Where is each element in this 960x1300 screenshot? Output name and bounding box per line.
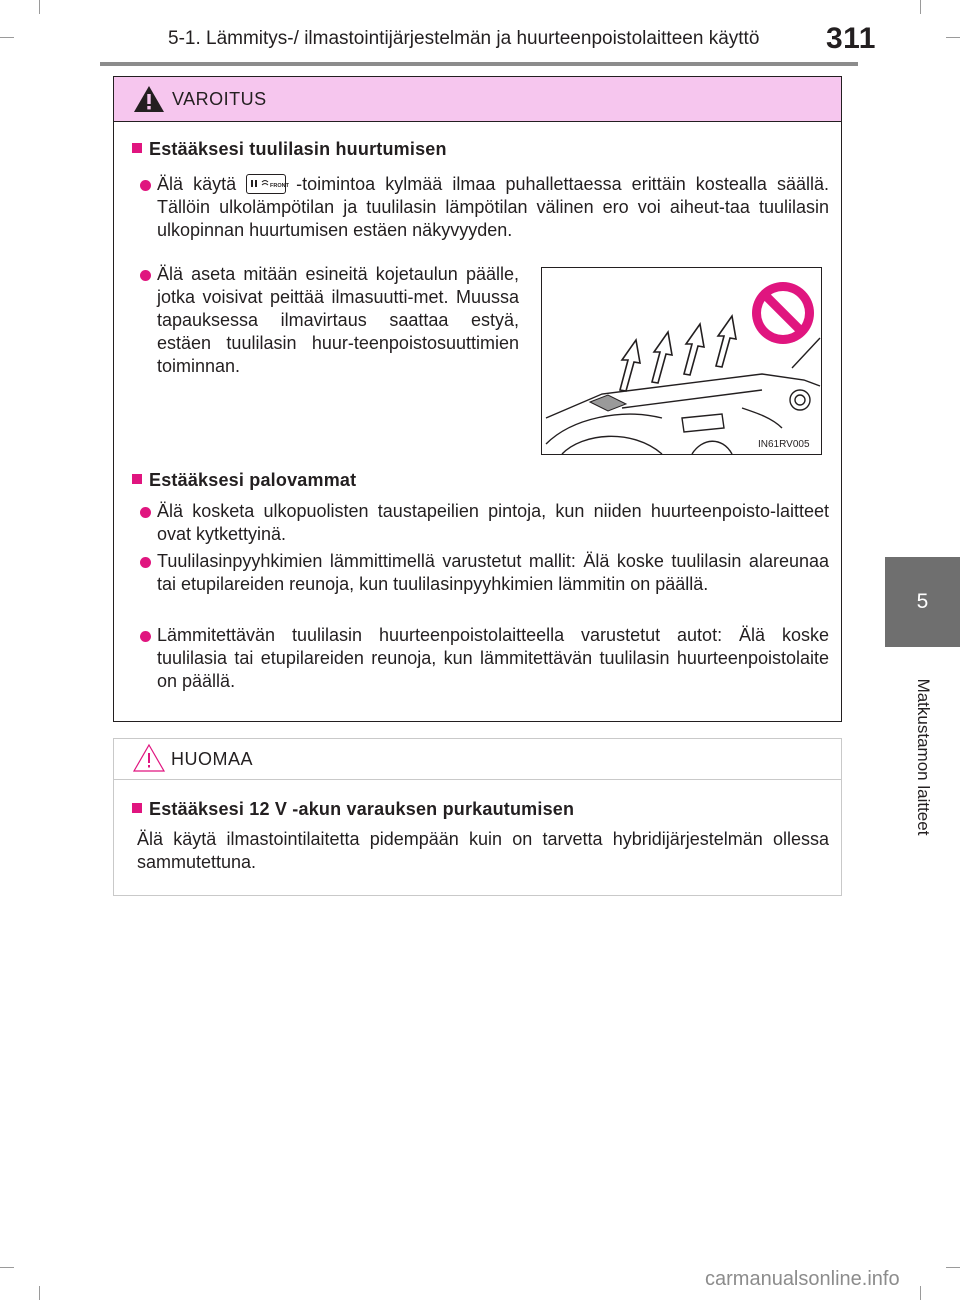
header-rule <box>100 62 858 66</box>
notice-box <box>113 738 842 896</box>
fog-bullet-1 <box>157 173 829 242</box>
crop-mark <box>920 1286 921 1300</box>
notice-section-title-text: Estääksesi 12 V -akun varauksen purkautumisen <box>149 799 575 819</box>
section-square-icon <box>132 474 142 484</box>
dashboard-lines <box>546 338 820 454</box>
caution-triangle-icon <box>132 743 166 773</box>
notice-section-title <box>132 799 574 820</box>
section-title-burns <box>132 470 356 491</box>
section-square-icon <box>132 143 142 153</box>
warning-triangle-icon <box>132 84 166 114</box>
dashboard-illustration <box>541 267 822 455</box>
page-number: 311 <box>826 22 876 55</box>
fog-bullet-1-before: Älä käytä <box>157 174 237 194</box>
crop-mark <box>39 0 40 14</box>
bullet-icon <box>140 180 151 191</box>
chapter-tab: 5 <box>885 557 960 647</box>
crop-mark <box>39 1286 40 1300</box>
crop-mark <box>920 0 921 14</box>
prohibited-icon <box>752 282 814 344</box>
notice-text: Älä käytä ilmastointilaitetta pidempään kuin on tarvetta hybridijärjestelmän ollessa sammutettuna. <box>137 829 829 872</box>
section-square-icon <box>132 803 142 813</box>
warning-box <box>113 76 842 722</box>
notice-heading: HUOMAA <box>171 749 254 769</box>
burns-bullet-2: Tuulilasinpyyhkimien lämmittimellä varustetut mallit: Älä koske tuulilasin alareunaa tai etupilareiden reunoja, kun tuulilasinpyyhkimien lämmitin on päällä. <box>157 551 829 594</box>
section-title-fog <box>132 139 447 160</box>
burns-bullet-3: Lämmitettävän tuulilasin huurteenpoistolaitteella varustetut autot: Älä koske tuulilasia tai etupilareiden reunoja, kun lämmitettävän tuulilasin huurteenpoistolaite on päällä. <box>157 625 829 691</box>
chapter-label <box>885 652 960 862</box>
crop-mark <box>946 1267 960 1268</box>
dashboard-drawing <box>542 268 821 454</box>
bullet-icon <box>140 631 151 642</box>
crop-mark <box>946 37 960 38</box>
front-defroster-button-icon <box>246 174 290 194</box>
notice-header <box>114 739 841 780</box>
page-header-title: 5-1. Lämmitys-/ ilmastointijärjestelmän ja huurteenpoistolaitteen käyttö <box>168 28 760 49</box>
section-title-burns-text: Estääksesi palovammat <box>149 470 357 490</box>
bullet-icon <box>140 507 151 518</box>
warning-heading: VAROITUS <box>172 89 267 109</box>
fog-bullet-2: Älä aseta mitään esineitä kojetaulun päälle, jotka voisivat peittää ilmasuutti-met. Muussa tapauksessa ilmavirtaus saattaa estyä, estäen tuulilasin huur-teenpoistosuuttimien toiminnan. <box>157 264 519 376</box>
section-title-fog-text: Estääksesi tuulilasin huurtumisen <box>149 139 447 159</box>
bullet-icon <box>140 557 151 568</box>
chapter-label-text: Matkustamon laitteet <box>913 678 933 836</box>
watermark: carmanualsonline.info <box>705 1268 900 1290</box>
crop-mark <box>0 1267 14 1268</box>
illustration-code: IN61RV005 <box>758 439 810 450</box>
bullet-icon <box>140 270 151 281</box>
fog-bullet-1-after: -toimintoa kylmää ilmaa puhallettaessa erittäin kostealla säällä. Tällöin ulkolämpötilan ja tuulilasin lämpötilan välinen ero voi aiheut-taa tuulilasin ulkopinnan huurtumisen estäen näkyvyyden. <box>157 174 829 240</box>
burns-bullet-1: Älä kosketa ulkopuolisten taustapeilien pintoja, kun niiden huurteenpoisto-laitteet ovat kytkettyinä. <box>157 501 829 544</box>
front-label: FRONT <box>270 183 290 189</box>
crop-mark <box>0 37 14 38</box>
warning-header <box>114 77 841 122</box>
